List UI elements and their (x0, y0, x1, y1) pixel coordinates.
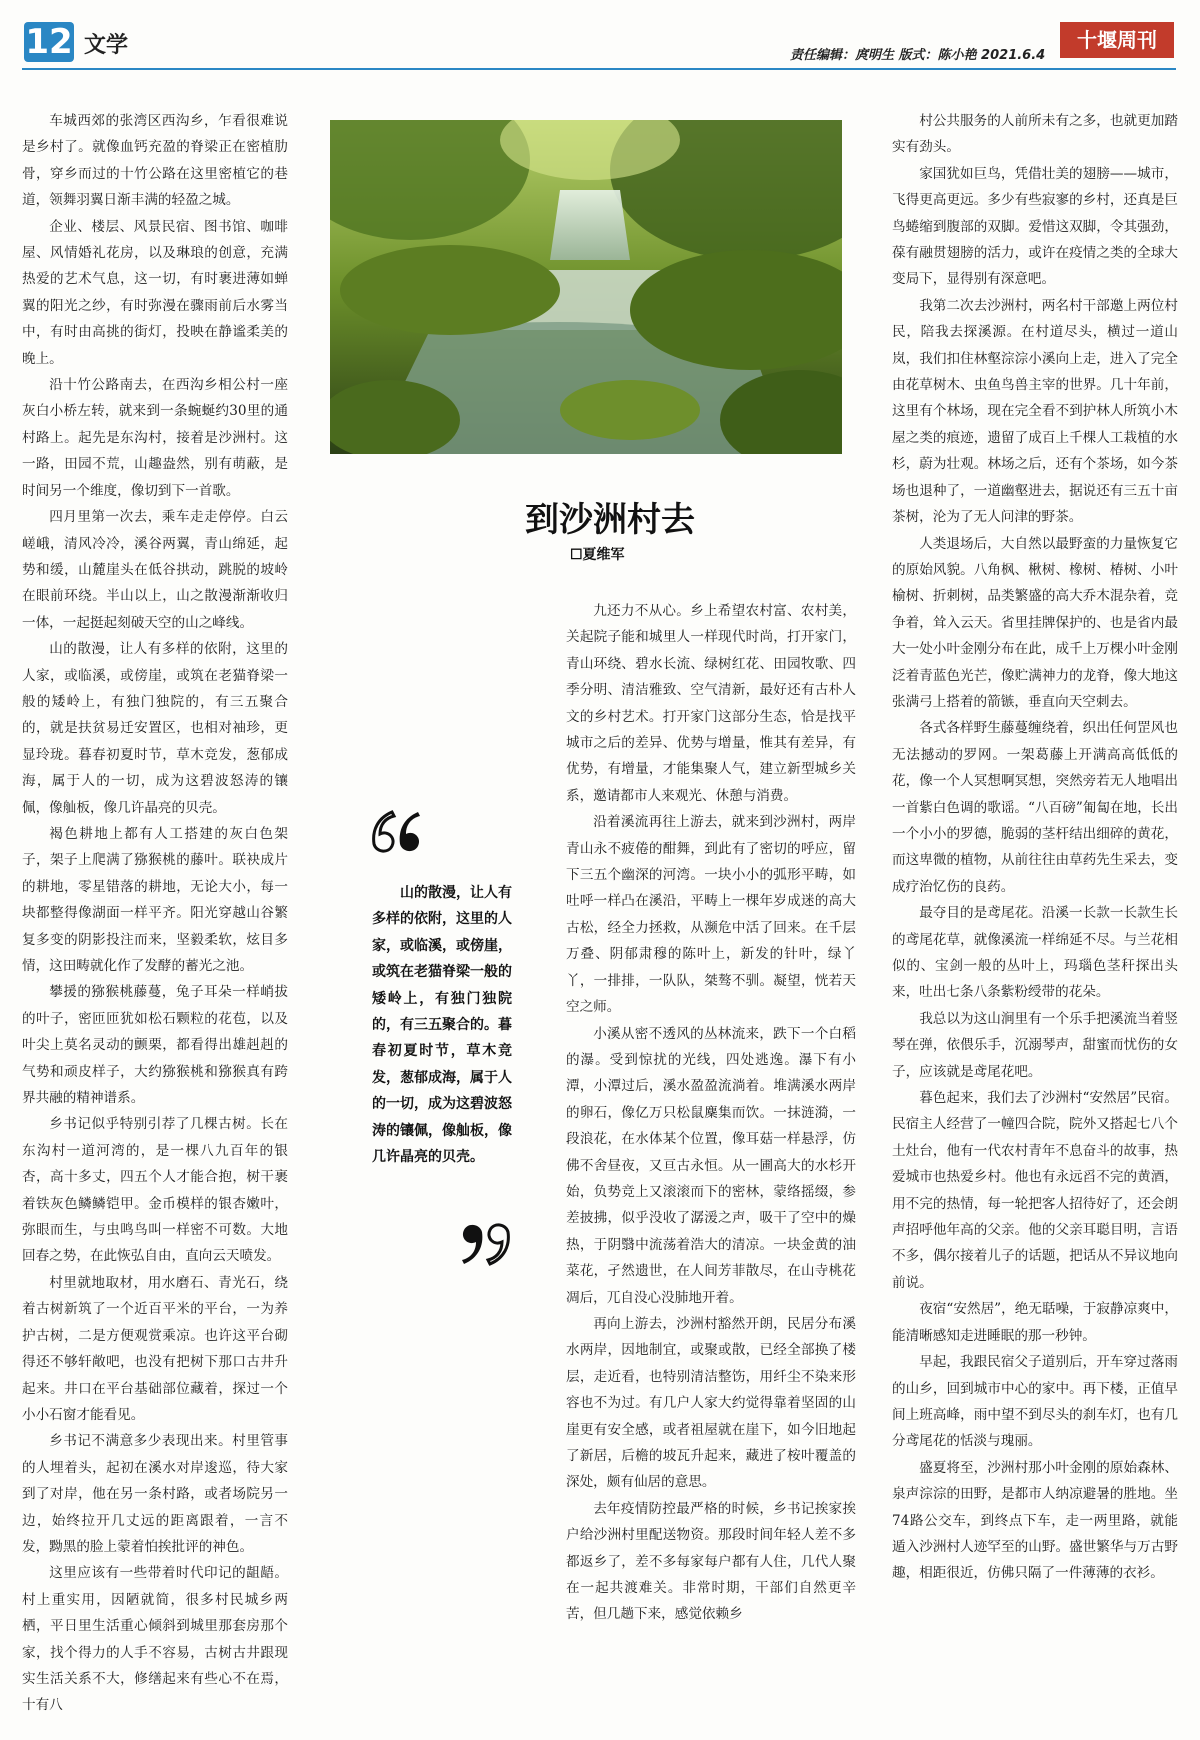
article-paragraph: 各式各样野生藤蔓缠绕着，织出任何罡风也无法撼动的罗网。一架葛藤上开满高高低低的花，像一个人冥想啊冥想，突然旁若无人地唱出一首紫白色调的歌谣。“八百磅”匍匐在地，长出一个小小的罗德，脆弱的茎杆结出细碎的黄花，而这卑微的植物，从前往往由草药先生采去，变成疗治忆伤的良药。 (892, 720, 1178, 895)
article-paragraph: 我总以为这山涧里有一个乐手把溪流当着竖琴在弹，依偎乐手，沉溺琴声，甜蜜而忧伤的女子，应该就是鸢尾花吧。 (892, 1010, 1178, 1080)
masthead-logo: 十堰周刊 (1060, 22, 1174, 58)
article-title: 到沙洲村去 (525, 500, 695, 540)
article-paragraph: 九还力不从心。乡上希望农村富、农村美，关起院子能和城里人一样现代时尚，打开家门，青山环绕、碧水长流、绿树红花、田园牧歌、四季分明、清洁雅致、空气清新，最好还有古朴人文的乡村艺术。打开家门这部分生态，恰是找平城市之后的差异、优势与增量，惟其有差异，有优势，有增量，才能集聚人气，建立新型城乡关系，邀请都市人来观光、休憩与消费。 (566, 603, 856, 804)
article-paragraph: 沿十竹公路南去，在西沟乡相公村一座灰白小桥左转，就来到一条蜿蜒约30里的通村路上。起先是东沟村，接着是沙洲村。这一路，田园不荒，山趣盎然，别有萌蔽，是时间另一个维度，像切到下一首歌。 (22, 377, 288, 499)
editor-credits: 责任编辑：庹明生 版式：陈小艳 2021.6.4 (790, 48, 1046, 63)
article-paragraph: 村公共服务的人前所未有之多，也就更加踏实有劲头。 (892, 113, 1178, 156)
pull-quote (372, 880, 512, 1170)
article-paragraph: 沿着溪流再往上游去，就来到沙洲村，两岸青山永不疲倦的酣舞，到此有了密切的呼应，留下三五个幽深的河湾。一块小小的弧形平畴，如吐呼一样凸在溪沿，平畴上一棵年岁成迷的高大古松，经全力拯救，从濒危中活了回来。在千层万叠、阴郁肃穆的陈叶上，新发的针叶，绿丫丫，一排排，一队队，桀骜不驯。凝望，恍若天空之师。 (566, 814, 856, 1016)
article-paragraph: 村里就地取材，用水磨石、青光石，绕着古树新筑了一个近百平米的平台，一为养护古树，二是方便观赏乘凉。也许这平台砌得还不够轩敞吧，也没有把树下那口古井升起来。井口在平台基础部位藏着，探过一个小小石窗才能看见。 (22, 1274, 288, 1423)
article-paragraph: 人类退场后，大自然以最野蛮的力量恢复它的原始风貌。八角枫、楸树、橡树、椿树、小叶榆树、折刺树，品类繁盛的高大乔木混杂着，竞争着，耸入云天。省里挂牌保护的、也是省内最大一处小叶金刚分布在此，成千上万棵小叶金刚泛着青蓝色光芒，像贮满神力的龙脊，像大地这张满弓上搭着的箭镞，垂直向天空刺去。 (892, 535, 1178, 710)
article-paragraph: 四月里第一次去，乘车走走停停。白云嵯峨，清风冷冷，溪谷两翼，青山绵延，起势和缓，山麓崖头在低谷拱动，跳脱的坡岭在眼前环绕。半山以上，山之散漫渐渐收归一体，一起挺起刻破天空的山之峰线。 (22, 509, 288, 631)
article-paragraph: 盛夏将至，沙洲村那小叶金刚的原始森林、泉声淙淙的田野，是都市人纳凉避暑的胜地。坐74路公交车，到终点下车，走一两里路，就能遁入沙洲村人迹罕至的山野。盛世繁华与万古野趣，相距很近，仿佛只隔了一件薄薄的衣衫。 (892, 1459, 1178, 1582)
article-paragraph: 乡书记似乎特别引荐了几棵古树。长在东沟村一道河湾的，是一棵八九百年的银杏，高十多丈，四五个人才能合抱，树干裹着铁灰色鳞鳞铠甲。金币模样的银杏嫩叶，弥眼而生，与虫鸣鸟叫一样密不可数。大地回春之势，在此恢弘自由，直向云天喷发。 (22, 1116, 288, 1265)
page-number: 12 (25, 22, 73, 62)
article-paragraph: 褐色耕地上都有人工搭建的灰白色架子，架子上爬满了猕猴桃的藤叶。联袂成片的耕地，零星错落的耕地，无论大小，每一块都整得像湖面一样平齐。阳光穿越山谷繁复多变的阴影投注而来，坚毅柔软，炫目多情，这田畴就化作了发酵的蓄光之池。 (22, 825, 288, 974)
open-quote-icon (370, 808, 426, 860)
author-byline: ☐夏维军 (570, 547, 625, 563)
pull-quote-text: 山的散漫，让人有多样的依附，这里的人家，或临溪，或傍崖，或筑在老猫脊梁一般的矮岭上，有独门独院的，有三五聚合的。暮春初夏时节，草木竞发，葱郁成海，属于人的一切，成为这碧波怒涛的镶佩，像舢板，像几许晶亮的贝壳。 (372, 885, 512, 1166)
article-paragraph: 去年疫情防控最严格的时候，乡书记挨家挨户给沙洲村里配送物资。那段时间年轻人差不多都返乡了，差不多每家每户都有人住，几代人聚在一起共渡难关。非常时期，干部们自然更辛苦，但几趟下来，感觉依赖乡 (566, 1500, 856, 1623)
article-paragraph: 夜宿“安然居”，绝无聒噪，于寂静凉爽中，能清晰感知走进睡眠的那一秒钟。 (892, 1301, 1178, 1344)
article-paragraph: 小溪从密不透风的丛林流来，跌下一个白稻的瀑。受到惊扰的光线，四处逃逸。瀑下有小潭，小潭过后，溪水盈盈流淌着。堆满溪水两岸的卵石，像亿万只松鼠麇集而饮。一抹涟漪，一段浪花，在水体某个位置，像耳菇一样悬浮，仿佛不舍昼夜，又亘古永恒。从一圃高大的水杉开始，负势竞上又滚滚而下的密林，蒙络摇缀，参差披拂，似乎没收了潺湲之声，吸干了空中的燥热，于阴翳中流荡着浩大的清凉。一块金黄的油菜花，孑然遗世，在人间芳菲散尽，在山寺桃花凋后，兀自没心没肺地开着。 (566, 1025, 856, 1306)
article-paragraph: 家国犹如巨鸟，凭借壮美的翅膀——城市，飞得更高更远。多少有些寂寥的乡村，还真是巨鸟蜷缩到腹部的双脚。爱惜这双脚，令其强劲，葆有融贯翅膀的活力，或许在疫情之类的全球大变局下，显得别有深意吧。 (892, 165, 1178, 288)
article-paragraph: 攀援的猕猴桃藤蔓，兔子耳朵一样峭拔的叶子，密匝匝犹如松石颗粒的花苞，以及叶尖上莫名灵动的颤栗，都看得出雄赳赳的气势和顽皮样子，大约猕猴桃和猕猴真有跨界共融的精神谱系。 (22, 984, 288, 1107)
article-paragraph: 早起，我跟民宿父子道别后，开车穿过落雨的山乡，回到城市中心的家中。再下楼，正值早间上班高峰，雨中望不到尽头的刹车灯，也有几分鸢尾花的恬淡与瑰丽。 (892, 1354, 1178, 1450)
article-paragraph: 这里应该有一些带着时代印记的龃龉。村上重实用，因陋就简，很多村民城乡两栖，平日里生活重心倾斜到城里那套房那个家，找个得力的人手不容易，古树古井跟现实生活关系不大，修缮起来有些心不在焉，十有八 (22, 1565, 288, 1714)
article-paragraph: 乡书记不满意多少表现出来。村里管事的人埋着头，起初在溪水对岸逡巡，待大家到了对岸，他在另一条村路，或者场院另一边，始终拉开几丈远的距离跟着，一言不发，黝黑的脸上蒙着怕挨批评的神色。 (22, 1433, 288, 1555)
waterfall-illustration (330, 120, 842, 454)
article-paragraph: 最夺目的是鸢尾花。沿溪一长款一长款生长的鸢尾花草，就像溪流一样绵延不尽。与兰花相似的、宝剑一般的丛叶上，玛瑙色茎秆探出头来，吐出七条八条紫粉绶带的花朵。 (892, 905, 1178, 1001)
article-paragraph: 车城西郊的张湾区西沟乡，乍看很难说是乡村了。就像血钙充盈的脊梁正在密植肋骨，穿乡而过的十竹公路在这里密植它的巷道，领舞羽翼日渐丰满的轻盈之城。 (22, 113, 288, 209)
section-title: 文学 (84, 33, 129, 58)
waterfall-photo (330, 120, 842, 454)
article-column-1 (22, 108, 288, 1719)
article-paragraph: 再向上游去，沙洲村豁然开朗，民居分布溪水两岸，因地制宜，或聚或散，已经全部换了楼层，走近看，也特别清洁整饬，用纤尘不染来形容也不为过。有几户人家大约觉得靠着坚固的山崖更有安全感，或者祖屋就在崖下，如今旧地起了新居，后檐的坡瓦升起来，藏进了桉叶覆盖的深处，颇有仙居的意思。 (566, 1315, 856, 1491)
article-paragraph: 暮色起来，我们去了沙洲村“安然居”民宿。民宿主人经营了一幢四合院，院外又搭起七八个土灶台，他有一代农村青年不息奋斗的故事，热爱城市也热爱乡村。他也有永远舀不完的黄酒，用不完的热情，每一轮把客人招待好了，还会朗声招呼他年高的父亲。他的父亲耳聪目明，言语不多，偶尔接着儿子的话题，把话从不异议地向前说。 (892, 1090, 1178, 1291)
article-column-3 (892, 108, 1178, 1587)
article-paragraph: 山的散漫，让人有多样的依附，这里的人家，或临溪，或傍崖，或筑在老猫脊梁一般的矮岭上，有独门独院的，有三五聚合的，就是扶贫易迁安置区，也相对袖珍，更显玲珑。暮春初夏时节，草木竞发，葱郁成海，属于人的一切，成为这碧波怒涛的镶佩，像舢板，像几许晶亮的贝壳。 (22, 641, 288, 816)
header-rule (22, 68, 1176, 70)
article-paragraph: 企业、楼层、风景民宿、图书馆、咖啡屋、风情婚礼花房，以及琳琅的创意，充满热爱的艺术气息，这一切，有时裹进薄如蝉翼的阳光之纱，有时弥漫在骤雨前后水雾当中，有时由高挑的街灯，投映在静谧柔美的晚上。 (22, 218, 288, 367)
article-column-2 (566, 598, 856, 1628)
close-quote-icon (456, 1220, 512, 1272)
article-paragraph: 我第二次去沙洲村，两名村干部邀上两位村民，陪我去探溪源。在村道尽头，横过一道山岚，我们扣住林壑淙淙小溪向上走，进入了完全由花草树木、虫鱼鸟兽主宰的世界。几十年前，这里有个林场，现在完全看不到护林人所筑小木屋之类的痕迹，遗留了成百上千棵人工栽植的水杉，蔚为壮观。林场之后，还有个茶场，如今茶场也退种了，一道幽壑进去，据说还有三五十亩茶树，沦为了无人问津的野茶。 (892, 297, 1178, 526)
